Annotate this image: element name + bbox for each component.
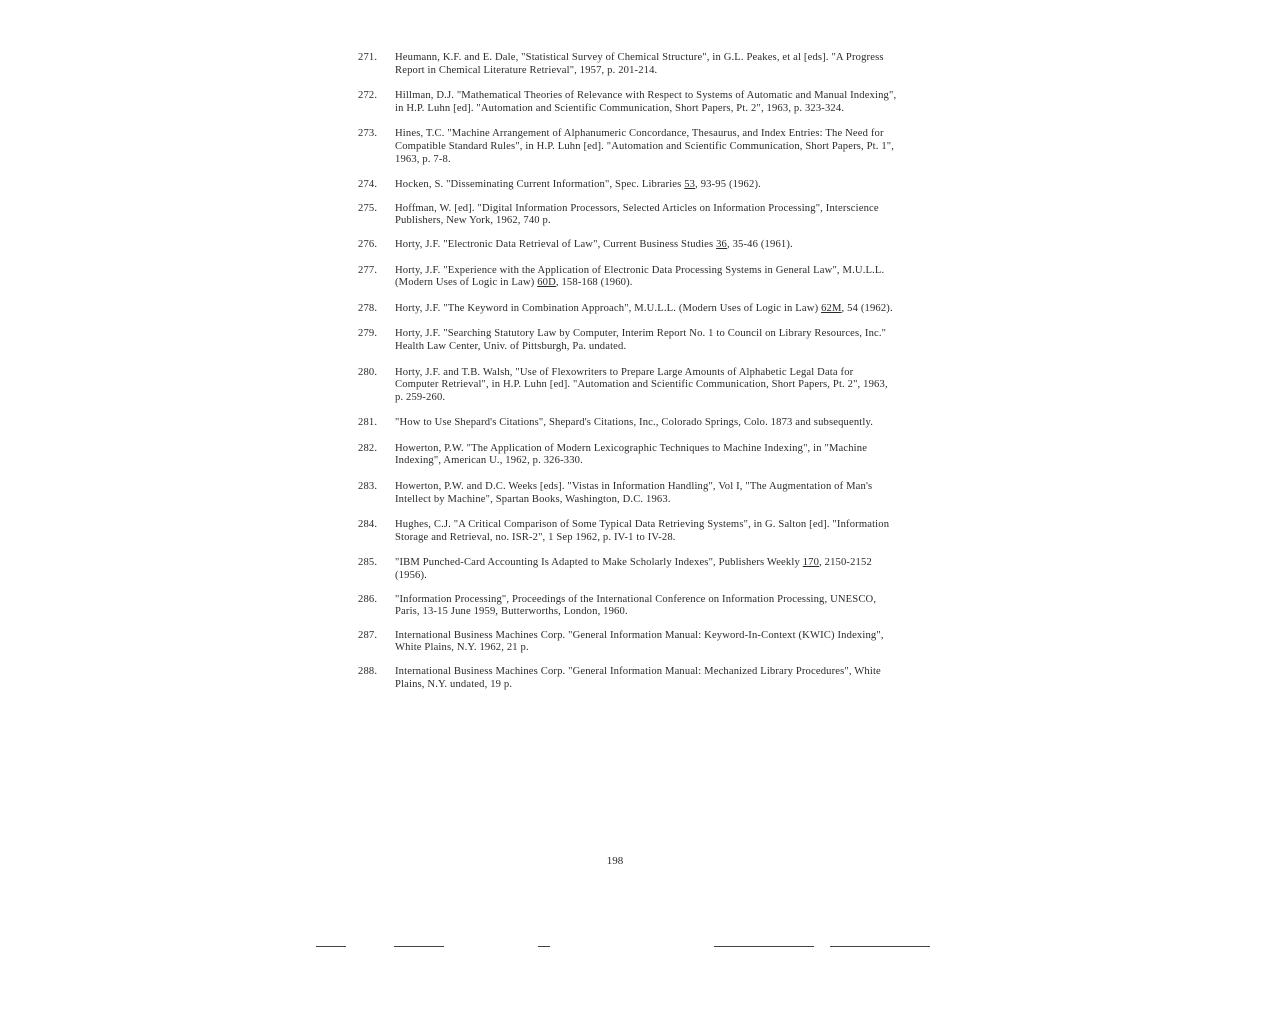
reference-number: 277. [358, 264, 378, 276]
reference-text-part: International Business Machines Corp. "General Information Manual: Mechanized Library Procedures", White Plains, N.Y. undated, 19 p. [395, 666, 881, 690]
reference-text-part: Horty, J.F. and T.B. Walsh, "Use of Flexowriters to Prepare Large Amounts of Alphabetic Legal Data for Computer Retrieval", in H.P. Luhn [ed]. "Automation and Scientific Communication, Short Papers, Pt. 2", 1963, p. 259-260. [395, 366, 888, 403]
reference-text-part: "IBM Punched-Card Accounting Is Adapted to Make Scholarly Indexes", Publishers Weekly [395, 557, 803, 569]
reference-entry [358, 179, 898, 192]
reference-text-part: Horty, J.F. "The Keyword in Combination Approach", M.U.L.L. (Modern Uses of Logic in Law) [395, 302, 822, 314]
reference-text [395, 179, 898, 192]
reference-text-part: "How to Use Shepard's Citations", Shepard's Citations, Inc., Colorado Springs, Colo. 1873 and subsequently. [395, 417, 874, 429]
reference-number: 281. [358, 417, 378, 429]
reference-entry [358, 128, 898, 166]
reference-text-part: Howerton, P.W. "The Application of Modern Lexicographic Techniques to Machine Indexing", in "Machine Indexing", American U., 1962, p. 326-330. [395, 442, 868, 467]
reference-text [395, 90, 898, 115]
reference-text-part: Howerton, P.W. and D.C. Weeks [eds]. "Vistas in Information Handling", Vol I, "The Augmentation of Man's Intellect by Machine", Spartan Books, Washington, D.C. 1963. [395, 481, 873, 505]
reference-text [395, 303, 898, 316]
reference-entry [358, 239, 898, 252]
reference-entry [358, 90, 898, 115]
reference-text [395, 239, 898, 252]
reference-text [395, 519, 898, 544]
reference-entry [358, 630, 898, 655]
reference-entry [358, 481, 898, 506]
reference-text-part: Heumann, K.F. and E. Dale, "Statistical Survey of Chemical Structure", in G.L. Peakes, et al [eds]. "A Progress Report in Chemical Literature Retrieval", 1957, p. 201-214. [395, 52, 884, 76]
reference-text-part: International Business Machines Corp. "General Information Manual: Keyword-In-Context (KWIC) Indexing", White Plains, N.Y. 1962, 21 p. [395, 629, 884, 654]
reference-volume: 170 [802, 557, 820, 569]
reference-text-part: Hocken, S. "Disseminating Current Information", Spec. Libraries [395, 179, 685, 191]
reference-text [395, 203, 898, 228]
reference-number: 273. [358, 128, 378, 140]
reference-list [358, 52, 898, 691]
reference-entry [358, 52, 898, 77]
reference-text-part: Horty, J.F. "Searching Statutory Law by Computer, Interim Report No. 1 to Council on Library Resources, Inc." Health Law Center, Univ. of Pittsburgh, Pa. undated. [395, 328, 887, 352]
reference-text-part: , 35-46 (1961). [727, 238, 793, 250]
reference-text [395, 128, 898, 166]
reference-entry [358, 265, 898, 290]
reference-number: 282. [358, 442, 378, 454]
reference-number: 285. [358, 557, 378, 569]
reference-number: 274. [358, 179, 378, 191]
reference-text [395, 630, 898, 655]
reference-text [395, 557, 898, 582]
reference-entry [358, 666, 898, 691]
reference-text [395, 443, 898, 468]
scan-artifact-rule [830, 946, 930, 947]
reference-text-part: , 2150-2152 (1956). [395, 557, 872, 582]
reference-entry [358, 443, 898, 468]
reference-text-part: Hillman, D.J. "Mathematical Theories of Relevance with Respect to Systems of Automatic and Manual Indexing", in H.P. Luhn [ed]. "Automation and Scientific Communication, Short Papers, Pt. 2", 1963, p. 323-324. [395, 90, 897, 114]
reference-number: 278. [358, 302, 378, 314]
reference-text [395, 367, 898, 405]
reference-number: 280. [358, 366, 378, 378]
reference-entry [358, 203, 898, 228]
page-number: 198 [606, 855, 624, 867]
reference-number: 272. [358, 90, 378, 102]
reference-number: 276. [358, 238, 378, 250]
reference-volume: 53 [684, 179, 696, 191]
reference-text [395, 481, 898, 506]
reference-number: 287. [358, 629, 378, 641]
scan-artifact-rule [394, 946, 444, 947]
reference-entry [358, 557, 898, 582]
reference-number: 279. [358, 328, 378, 340]
reference-text-part: , 54 (1962). [841, 302, 893, 314]
reference-text [395, 417, 898, 430]
reference-text-part: , 158-168 (1960). [555, 277, 633, 289]
reference-text-part: Horty, J.F. "Experience with the Application of Electronic Data Processing Systems in General Law", M.U.L.L. (Modern Uses of Logic in Law) [395, 264, 885, 289]
scan-artifact-rule [316, 946, 346, 947]
reference-text-part: Horty, J.F. "Electronic Data Retrieval of Law", Current Business Studies [395, 238, 717, 250]
reference-text-part: , 93-95 (1962). [695, 179, 761, 191]
reference-text [395, 594, 898, 619]
reference-entry [358, 367, 898, 405]
reference-text [395, 328, 898, 353]
reference-entry [358, 519, 898, 544]
reference-text-part: Hines, T.C. "Machine Arrangement of Alphanumeric Concordance, Thesaurus, and Index Entries: The Need for Compatible Standard Rules", in H.P. Luhn [ed]. "Automation and Scientific Communication, Short Papers, Pt. 1", 1963, p. 7-8. [395, 128, 895, 165]
reference-volume: 36 [716, 238, 728, 250]
reference-text [395, 265, 898, 290]
reference-entry [358, 303, 898, 316]
reference-number: 284. [358, 519, 378, 531]
reference-number: 286. [358, 593, 378, 605]
reference-text-part: Hoffman, W. [ed]. "Digital Information Processors, Selected Articles on Information Processing", Interscience Publishers, New York, 1962, 740 p. [395, 202, 879, 227]
scan-artifact-rule [714, 946, 814, 947]
reference-number: 275. [358, 202, 378, 214]
reference-entry [358, 328, 898, 353]
reference-number: 288. [358, 666, 378, 677]
reference-volume: 62M [821, 302, 842, 314]
reference-text [395, 52, 898, 77]
reference-text-part: Hughes, C.J. "A Critical Comparison of Some Typical Data Retrieving Systems", in G. Salton [ed]. "Information Storage and Retrieval, no. ISR-2", 1 Sep 1962, p. IV-1 to IV-28. [395, 519, 890, 543]
reference-text-part: "Information Processing", Proceedings of the International Conference on Information Processing, UNESCO, Paris, 13-15 June 1959, Butterworths, London, 1960. [395, 593, 877, 618]
reference-text [395, 666, 898, 691]
reference-entry [358, 594, 898, 619]
reference-number: 283. [358, 481, 378, 493]
reference-number: 271. [358, 52, 378, 63]
reference-entry [358, 417, 898, 430]
scan-artifact-rule [538, 946, 550, 947]
reference-volume: 60D [537, 277, 556, 289]
